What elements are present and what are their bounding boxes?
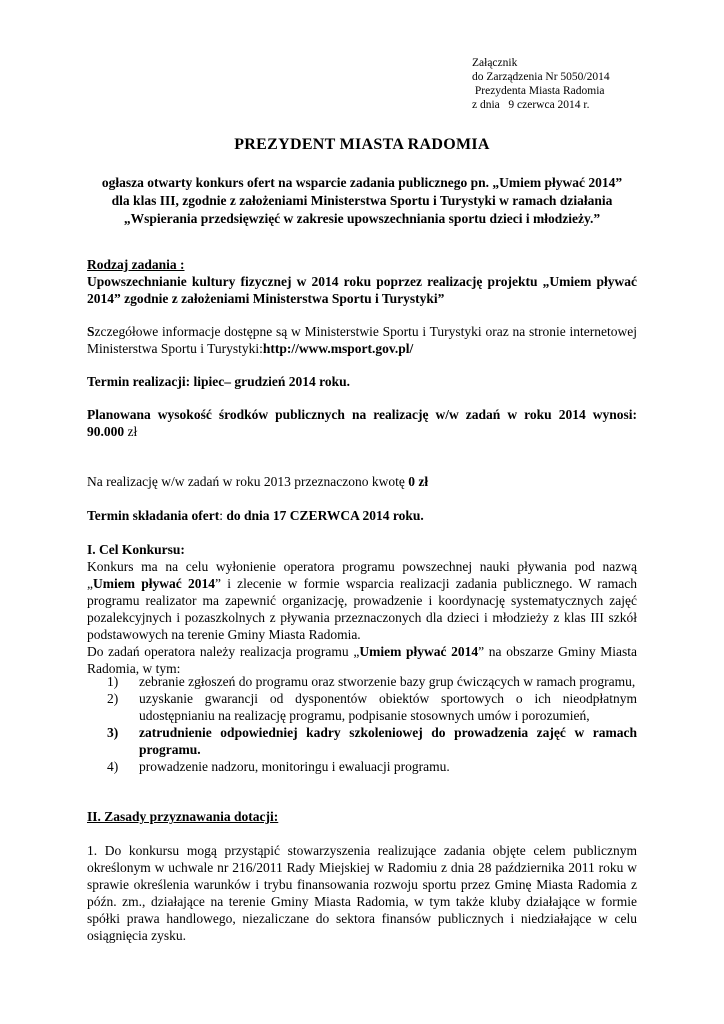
info-first-letter: S — [87, 324, 95, 339]
term-line: Termin realizacji: lipiec– grudzień 2014 roku. — [87, 374, 350, 389]
list-item-text: prowadzenie nadzoru, monitoringu i ewaluacji programu. — [139, 759, 450, 774]
annex-line: z dnia 9 czerwca 2014 r. — [472, 99, 590, 111]
document-title: PREZYDENT MIASTA RADOMIA — [234, 136, 490, 153]
section2-paragraph1: 1. Do konkursu mogą przystąpić stowarzyszenia realizujące zadania objęte celem publicznym określonym w uchwale nr 216/2011 Rady Miejskiej w Radomiu z dnia 28 października 2011 roku w sprawie określenia warunków i trybu finansowania rozwoju sportu przez Gminę Miasta Radomia z późn. zm., działające na terenie Gminy Miasta Radomia, w tym także kluby działające w formie spółki prawa handlowego, niezaliczane do sektora finansów publicznych i niedziałające w celu osiągnięcia zysku. — [87, 843, 637, 943]
list-item-number: 3) — [107, 725, 119, 740]
list-item-number: 4) — [107, 759, 119, 774]
list-item-number: 1) — [107, 674, 119, 689]
list-item-number: 2) — [107, 691, 119, 706]
document-subtitle: ogłasza otwarty konkurs ofert na wsparcie zadania publicznego pn. „Umiem pływać 2014” dla klas III, zgodnie z założeniami Ministerstwa Sportu i Turystyki w ramach działania „Wspierania przedsięwzięć w zakresie upowszechniania sportu dzieci i młodzieży.” — [101, 175, 623, 226]
section1-heading: I. Cel Konkursu: — [87, 542, 185, 557]
info-paragraph — [87, 323, 637, 357]
section1-paragraph2 — [87, 643, 637, 677]
list-item — [87, 724, 637, 758]
task-heading: Rodzaj zadania : — [87, 257, 185, 272]
program-name: Umiem pływać 2014 — [93, 576, 215, 591]
program-name: Umiem pływać 2014 — [359, 644, 479, 659]
list-item-text: uzyskanie gwarancji od dysponentów obiektów sportowych o ich nieodpłatnym udostępnianiu na realizację programu, podpisanie stosownych umów i porozumień, — [139, 691, 637, 723]
funds-unit: zł — [124, 424, 138, 439]
funds-text: Planowana wysokość środków publicznych na realizację w/w zadań w roku 2014 wynosi: 90.000 — [87, 407, 637, 439]
deadline-colon: : — [219, 508, 227, 523]
prev-year-line — [87, 473, 637, 490]
annex-line: do Zarządzenia Nr 5050/2014 — [472, 71, 610, 83]
list-item-text: zebranie zgłoszeń do programu oraz stworzenie bazy grup ćwiczących w ramach programu, — [139, 674, 636, 689]
prev-amount: 0 zł — [408, 474, 429, 489]
annex-header — [472, 56, 610, 112]
list-item — [87, 673, 637, 690]
info-url: http://www.msport.gov.pl/ — [262, 341, 414, 356]
deadline-value: do dnia 17 CZERWCA 2014 roku. — [226, 508, 424, 523]
text-run: Do zadań operatora należy realizacja programu „ — [87, 644, 360, 659]
annex-line: Prezydenta Miasta Radomia — [472, 85, 605, 97]
text-run: ” na obszarze Gminy Miasta Radomia, w tym: — [87, 644, 637, 676]
task-text: Upowszechnianie kultury fizycznej w 2014 roku poprzez realizację projektu „Umiem pływać 2014” zgodnie z założeniami Ministerstwa Sportu i Turystyki” — [87, 274, 637, 306]
funds-paragraph — [87, 406, 637, 440]
deadline-line — [87, 507, 637, 524]
section2 — [87, 808, 637, 825]
section1-paragraph1 — [87, 558, 637, 643]
tasks-list — [87, 673, 637, 775]
deadline-label: Termin składania ofert — [87, 508, 220, 523]
text-run: Konkurs ma na celu wyłonienie operatora programu powszechnej nauki pływania pod nazwą „ — [87, 559, 637, 591]
list-item — [87, 690, 637, 724]
info-text: zczegółowe informacje dostępne są w Ministerstwie Sportu i Turystyki oraz na stronie internetowej Ministerstwa Sportu i Turystyki: — [87, 324, 637, 356]
section2-heading: II. Zasady przyznawania dotacji: — [87, 809, 279, 824]
task-section — [87, 256, 637, 307]
annex-line: Załącznik — [472, 57, 518, 69]
prev-text: Na realizację w/w zadań w roku 2013 przeznaczono kwotę — [87, 474, 409, 489]
list-item-text: zatrudnienie odpowiedniej kadry szkoleniowej do prowadzenia zajęć w ramach programu. — [139, 725, 637, 757]
list-item — [87, 758, 637, 775]
text-run: ” i zlecenie w formie wsparcia realizacji zadania publicznego. W ramach programu realizator ma zapewnić organizację, prowadzenie i koordynację systematycznych zajęć pozalekcyjnych i pozaszkolnych z pływania przeznaczonych dla dzieci i młodzieży z klas III szkół podstawowych na terenie Gminy Miasta Radomia. — [87, 576, 638, 642]
section1 — [87, 541, 637, 677]
